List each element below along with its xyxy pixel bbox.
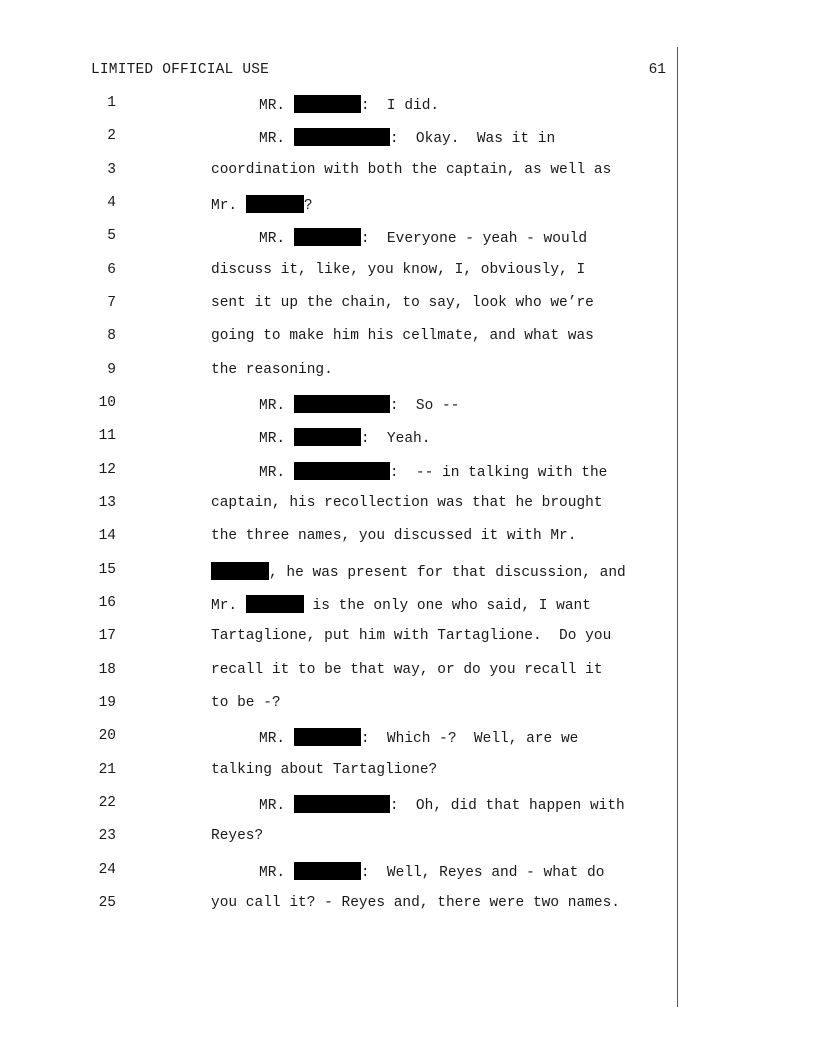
transcript-line — [0, 428, 816, 452]
transcript-line — [0, 695, 816, 719]
line-text — [211, 595, 591, 614]
line-text: discuss it, like, you know, I, obviously, I — [211, 262, 586, 278]
line-text — [259, 728, 578, 747]
text-after-redaction: is the only one who said, I want — [303, 598, 591, 614]
line-number: 6 — [107, 262, 116, 278]
speech-text: : -- in talking with the — [389, 465, 608, 481]
transcript-line — [0, 262, 816, 286]
speaker-title: MR. — [259, 98, 286, 114]
line-text — [259, 395, 459, 414]
line-number: 4 — [107, 195, 116, 211]
line-text: captain, his recollection was that he brought — [211, 495, 603, 511]
line-number: 8 — [107, 328, 116, 344]
line-text: going to make him his cellmate, and what was — [211, 328, 594, 344]
line-text: coordination with both the captain, as well as — [211, 162, 612, 178]
line-text: Tartaglione, put him with Tartaglione. Do you — [211, 628, 612, 644]
line-number: 25 — [98, 895, 116, 911]
transcript-line — [0, 462, 816, 486]
redaction-box — [294, 428, 361, 446]
line-text: you call it? - Reyes and, there were two names. — [211, 895, 620, 911]
speaker-title: MR. — [259, 231, 286, 247]
transcript-line — [0, 762, 816, 786]
line-number: 3 — [107, 162, 116, 178]
line-text: Reyes? — [211, 828, 264, 844]
line-number: 15 — [98, 562, 116, 578]
line-text — [211, 562, 626, 581]
transcript-line — [0, 128, 816, 152]
speech-text: : Yeah. — [360, 431, 431, 447]
line-number: 11 — [98, 428, 116, 444]
transcript-line — [0, 862, 816, 886]
transcript-line — [0, 362, 816, 386]
transcript-line — [0, 95, 816, 119]
transcript-line — [0, 395, 816, 419]
line-number: 9 — [107, 362, 116, 378]
line-number: 10 — [98, 395, 116, 411]
line-text — [259, 795, 625, 814]
speech-text: : Okay. Was it in — [389, 131, 556, 147]
speech-text: : Everyone - yeah - would — [360, 231, 588, 247]
line-number: 18 — [98, 662, 116, 678]
line-number: 24 — [98, 862, 116, 878]
speech-text: : I did. — [360, 98, 440, 114]
speaker-title: MR. — [259, 865, 286, 881]
transcript-line — [0, 728, 816, 752]
transcript-line — [0, 562, 816, 586]
classification-header: LIMITED OFFICIAL USE — [91, 62, 270, 78]
transcript-line — [0, 662, 816, 686]
speaker-title: MR. — [259, 731, 286, 747]
speaker-title: MR. — [259, 131, 286, 147]
text-after-redaction: ? — [303, 198, 313, 214]
redaction-box — [294, 395, 390, 413]
redaction-box — [246, 595, 304, 613]
line-text — [259, 462, 607, 481]
speaker-title: MR. — [259, 798, 286, 814]
line-number: 21 — [98, 762, 116, 778]
transcript-line — [0, 295, 816, 319]
redaction-box — [294, 462, 390, 480]
transcript-line — [0, 328, 816, 352]
line-text — [211, 195, 313, 214]
line-number: 12 — [98, 462, 116, 478]
line-number: 20 — [98, 728, 116, 744]
redaction-box — [294, 95, 361, 113]
line-number: 14 — [98, 528, 116, 544]
redaction-box — [294, 128, 390, 146]
line-text: the three names, you discussed it with Mr. — [211, 528, 577, 544]
redaction-box — [246, 195, 304, 213]
redaction-box — [294, 795, 390, 813]
line-text: to be -? — [211, 695, 281, 711]
line-text: sent it up the chain, to say, look who we’re — [211, 295, 594, 311]
line-number: 22 — [98, 795, 116, 811]
redaction-box — [211, 562, 269, 580]
redaction-box — [294, 228, 361, 246]
speaker-title: MR. — [259, 398, 286, 414]
text-after-redaction: , he was present for that discussion, and — [269, 565, 626, 581]
transcript-line — [0, 195, 816, 219]
line-number: 5 — [107, 228, 116, 244]
speech-text: : Which -? Well, are we — [360, 731, 579, 747]
speech-text: : Well, Reyes and - what do — [360, 865, 605, 881]
transcript-line — [0, 628, 816, 652]
transcript-line — [0, 228, 816, 252]
line-number: 16 — [98, 595, 116, 611]
line-number: 13 — [98, 495, 116, 511]
line-number: 1 — [107, 95, 116, 111]
line-number: 7 — [107, 295, 116, 311]
transcript-line — [0, 495, 816, 519]
redaction-box — [294, 728, 361, 746]
speaker-title: MR. — [259, 465, 286, 481]
redaction-box — [294, 862, 361, 880]
line-number: 19 — [98, 695, 116, 711]
line-text: recall it to be that way, or do you recall it — [211, 662, 603, 678]
line-text: the reasoning. — [211, 362, 333, 378]
speech-text: : So -- — [389, 398, 460, 414]
text-before-redaction: Mr. — [211, 598, 246, 614]
transcript-line — [0, 528, 816, 552]
speech-text: : Oh, did that happen with — [389, 798, 625, 814]
line-number: 23 — [98, 828, 116, 844]
line-text — [259, 95, 439, 114]
page-number: 61 — [648, 62, 666, 78]
transcript-line — [0, 595, 816, 619]
line-text — [259, 128, 555, 147]
line-number: 2 — [107, 128, 116, 144]
line-text — [259, 428, 430, 447]
line-text: talking about Tartaglione? — [211, 762, 438, 778]
line-text — [259, 862, 604, 881]
transcript-line — [0, 828, 816, 852]
transcript-line — [0, 162, 816, 186]
speaker-title: MR. — [259, 431, 286, 447]
line-text — [259, 228, 587, 247]
transcript-line — [0, 895, 816, 919]
text-before-redaction: Mr. — [211, 198, 246, 214]
line-number: 17 — [98, 628, 116, 644]
transcript-line — [0, 795, 816, 819]
